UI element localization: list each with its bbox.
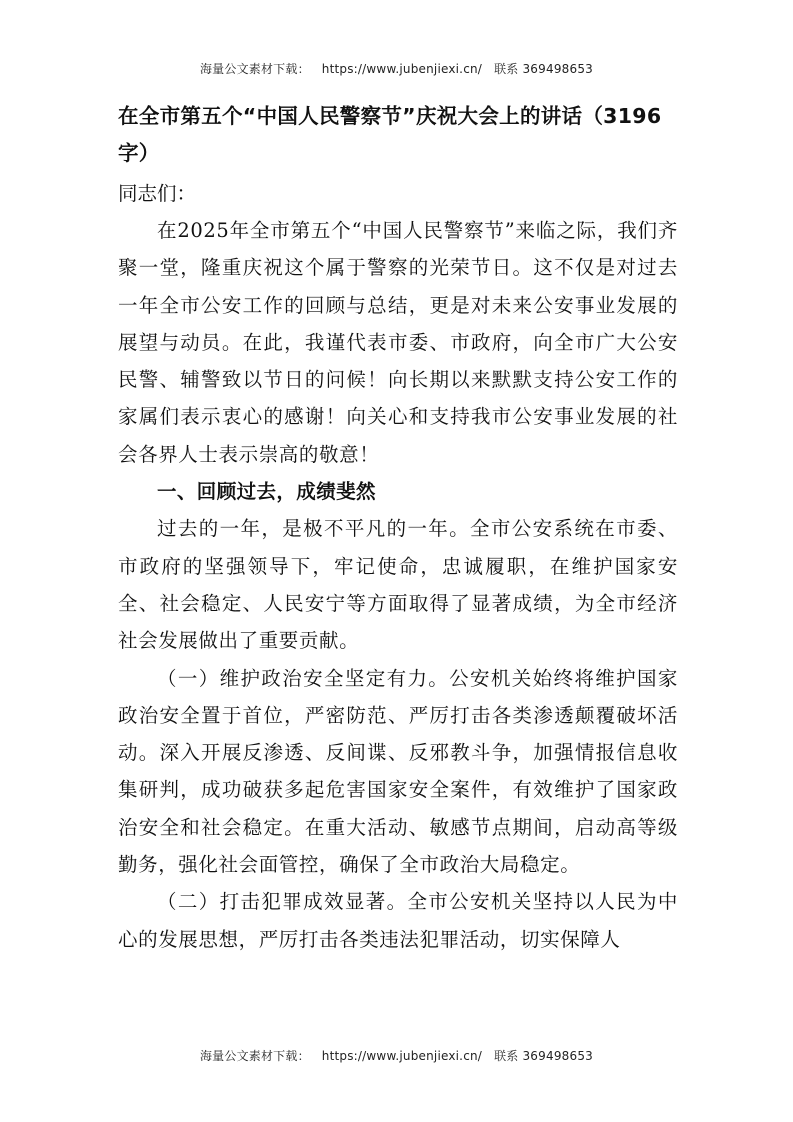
section1-paragraph-political-security: （一）维护政治安全坚定有力。公安机关始终将维护国家政治安全置于首位，严密防范、严厉打击各类渗透颠覆破坏活动。深入开展反渗透、反间谍、反邪教斗争，加强情报信息收集研判，成功破获多起危害国家安全案件，有效维护了国家政治安全和社会稳定。在重大活动、敏感节点期间，启动高等级勤务，强化社会面管控，确保了全市政治大局稳定。: [118, 666, 678, 877]
header-url-link[interactable]: https://www.jubenjiexi.cn/: [321, 62, 483, 76]
greeting: 同志们：: [118, 182, 197, 205]
footer-contact: 联系 369498653: [494, 1049, 593, 1063]
section1-paragraph-intro: 过去的一年，是极不平凡的一年。全市公安系统在市委、市政府的坚强领导下，牢记使命，忠诚履职，在维护国家安全、社会稳定、人民安宁等方面取得了显著成绩，为全市经济社会发展做出了重要贡献。: [118, 517, 678, 653]
header-label: 海量公文素材下载：: [199, 62, 310, 76]
opening-paragraph: 在2025年全市第五个“中国人民警察节”来临之际，我们齐聚一堂，隆重庆祝这个属于警察的光荣节日。这不仅是对过去一年全市公安工作的回顾与总结，更是对未来公安事业发展的展望与动员。在此，我谨代表市委、市政府，向全市广大公安民警、辅警致以节日的问候！向长期以来默默支持公安工作的家属们表示衷心的感谢！向关心和支持我市公安事业发展的社会各界人士表示崇高的敬意！: [118, 219, 678, 466]
page-header: [0, 60, 793, 77]
document-title: 在全市第五个“中国人民警察节”庆祝大会上的讲话（3196字）: [118, 104, 662, 165]
page-footer: [0, 1047, 793, 1064]
section-heading-1: 一、回顾过去，成绩斐然: [157, 480, 376, 504]
section1-paragraph-crime-fighting: （二）打击犯罪成效显著。全市公安机关坚持以人民为中心的发展思想，严厉打击各类违法犯罪活动，切实保障人: [118, 890, 678, 951]
footer-label: 海量公文素材下载：: [199, 1049, 310, 1063]
document-body: [118, 98, 678, 958]
footer-url-link[interactable]: https://www.jubenjiexi.cn/: [321, 1049, 483, 1063]
header-contact: 联系 369498653: [494, 62, 593, 76]
